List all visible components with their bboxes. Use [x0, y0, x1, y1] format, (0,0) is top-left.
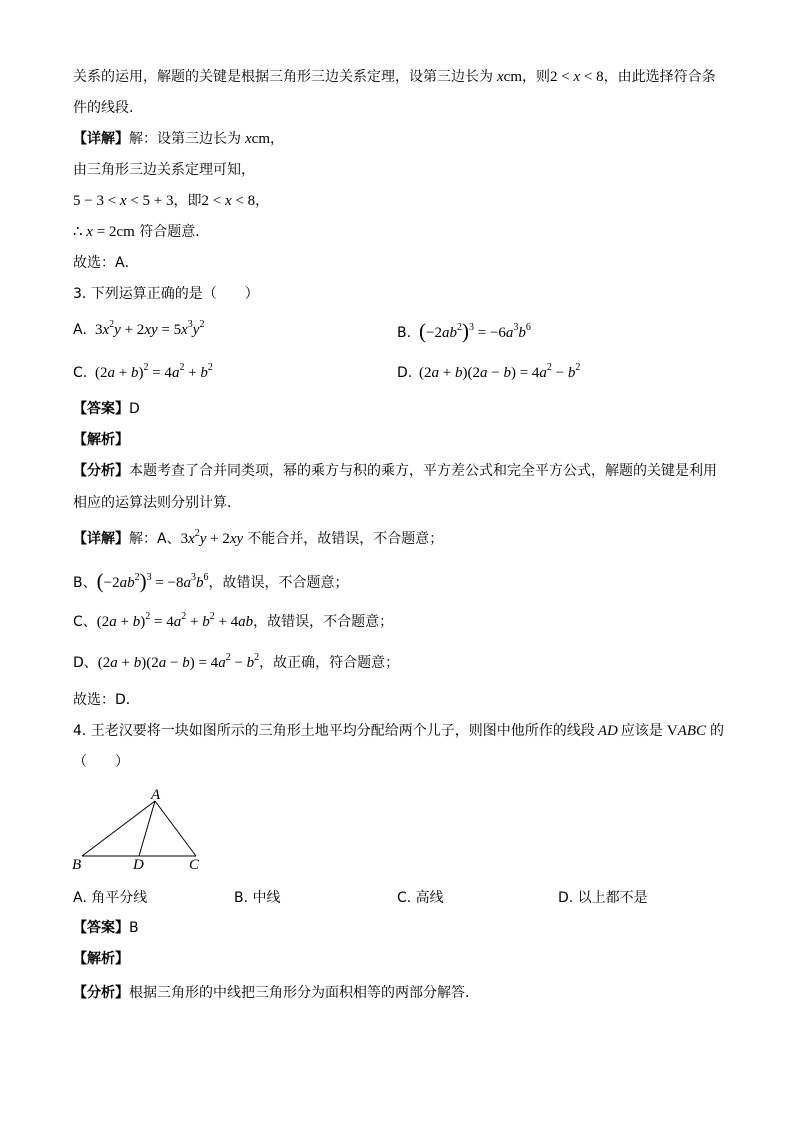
- vertex-label-a: A: [151, 787, 161, 803]
- math-variable: b: [133, 655, 142, 671]
- point-label-d: D: [133, 857, 144, 873]
- q4-stem-line-2: [73, 752, 129, 772]
- math-expression: 5 − 3 <: [73, 193, 120, 209]
- text: 符合题意．: [134, 224, 210, 240]
- q3-detail-d: [73, 653, 399, 673]
- exponent: 2: [179, 362, 185, 373]
- math-variable: a: [110, 655, 118, 671]
- exponent: 2: [145, 611, 151, 622]
- option-text: D. 以上都不是: [558, 890, 648, 906]
- math-expression: +: [186, 614, 203, 630]
- section-label: 【详解】: [73, 131, 129, 147]
- answer-blank: （ ）: [73, 754, 129, 770]
- math-expression: + 2: [120, 322, 145, 338]
- math-variable: a: [539, 365, 547, 381]
- math-variable: x: [119, 193, 127, 209]
- q3-analysis-line-2: [73, 493, 241, 513]
- text: 解：设第三边长为: [129, 131, 241, 147]
- exponent: 2: [254, 652, 260, 663]
- math-expression: )(2: [462, 365, 480, 381]
- q2-detail-line-2: [73, 160, 255, 180]
- left-paren: (: [96, 569, 104, 593]
- q3-stem: [73, 284, 259, 304]
- q3-option-c: [73, 363, 213, 383]
- exponent: 2: [143, 362, 149, 373]
- math-variable: b: [567, 365, 576, 381]
- q4-stem-line-1: [73, 721, 724, 741]
- math-expression: −: [166, 655, 183, 671]
- right-paren: ): [461, 319, 469, 343]
- therefore-symbol: ∴: [73, 224, 87, 240]
- math-expression: = −8: [151, 575, 184, 591]
- vertex-label-b: B: [72, 857, 82, 873]
- math-expression: < 8: [231, 193, 256, 209]
- math-expression: +: [439, 365, 455, 381]
- math-variable: b: [182, 655, 190, 671]
- text: 不能合并，故错误，不合题意；: [247, 531, 444, 547]
- text: ，即: [173, 193, 202, 209]
- math-variable: x: [245, 131, 252, 147]
- option-label: D.: [397, 365, 413, 381]
- q2-conclusion: [73, 253, 139, 273]
- section-label: 【解析】: [73, 432, 129, 448]
- q4-option-c: [397, 888, 444, 908]
- math-variable: x: [181, 322, 188, 338]
- math-expression: (2: [97, 655, 111, 671]
- q3-detail-b: [73, 569, 349, 593]
- text: 件的线段．: [73, 100, 143, 116]
- option-label: B.: [397, 325, 412, 341]
- exponent: 6: [525, 322, 531, 333]
- exponent: 6: [203, 572, 209, 583]
- math-expression: (2: [419, 365, 432, 381]
- q3-detail-c: [73, 612, 393, 632]
- math-variable: a: [158, 655, 167, 671]
- math-variable: b: [200, 365, 208, 381]
- exponent: 2: [575, 362, 581, 373]
- math-variable: y: [199, 531, 207, 547]
- q3-option-b: [397, 319, 531, 343]
- segment-ad: [139, 801, 155, 856]
- math-variable: xy: [229, 531, 244, 547]
- math-variable: a: [505, 325, 514, 341]
- math-expression: −: [487, 365, 504, 381]
- math-variable: a: [173, 614, 182, 630]
- option-label: A.: [73, 322, 87, 338]
- exponent: 2: [109, 319, 115, 330]
- exponent: 2: [456, 322, 462, 333]
- math-variable: a: [431, 365, 439, 381]
- answer-value: B: [129, 920, 139, 936]
- math-expression: = 4: [515, 365, 540, 381]
- q4-answer: [73, 918, 139, 938]
- section-label: 【解析】: [73, 951, 129, 967]
- q3-detail-a: [73, 529, 443, 549]
- text: ，则: [522, 69, 550, 85]
- exponent: 3: [146, 572, 152, 583]
- math-expression: ): [510, 365, 516, 381]
- math-variable: a: [109, 614, 117, 630]
- q2-detail-line-4: [73, 222, 209, 242]
- text: 故选：A．: [73, 255, 139, 271]
- option-text: A. 角平分线: [73, 890, 148, 906]
- math-expression: + 2: [206, 531, 230, 547]
- text: ，故错误，不合题意；: [208, 575, 349, 591]
- text: ，故错误，不合题意；: [253, 614, 394, 630]
- q4-explain-heading: [73, 949, 129, 969]
- math-variable: a: [171, 365, 180, 381]
- math-variable: b: [454, 365, 463, 381]
- math-expression: 2 <: [201, 193, 225, 209]
- text: ，: [270, 131, 284, 147]
- text: 解：A、: [129, 531, 181, 547]
- left-paren: (: [419, 319, 426, 343]
- exponent: 2: [207, 362, 213, 373]
- math-expression: + 4: [214, 614, 239, 630]
- math-expression: (2: [95, 365, 108, 381]
- exponent: 2: [134, 572, 140, 583]
- text: 3. 下列运算正确的是（ ）: [73, 286, 259, 302]
- q4-analysis: [73, 983, 479, 1003]
- text: D、: [73, 655, 98, 671]
- text: B、: [73, 575, 97, 591]
- option-text: B. 中线: [234, 890, 281, 906]
- exponent: 3: [191, 572, 196, 583]
- q4-option-b: [234, 888, 281, 908]
- math-variable: b: [246, 655, 255, 671]
- side-ac: [155, 801, 196, 856]
- math-variable: xy: [144, 322, 158, 338]
- math-expression: = 4: [150, 614, 174, 630]
- text: 应该是: [620, 723, 663, 739]
- q4-option-a: [73, 888, 147, 908]
- triangle-figure: [60, 780, 220, 880]
- math-expression: 2 <: [550, 69, 574, 85]
- exponent: 3: [468, 322, 474, 333]
- side-ab: [82, 801, 155, 856]
- math-expression: +: [117, 655, 134, 671]
- math-variable: x: [497, 69, 504, 85]
- text: 关系的运用，解题的关键是根据三角形三边关系定理，设第三边长为: [73, 69, 493, 85]
- section-label: 【详解】: [73, 531, 129, 547]
- math-expression: +: [184, 365, 201, 381]
- math-variable: b: [130, 365, 139, 381]
- math-expression: ): [189, 655, 195, 671]
- math-expression: −: [230, 655, 247, 671]
- text: 本题考查了合并同类项，幂的乘方与积的乘方，平方差公式和完全平方公式，解题的关键是利用: [129, 463, 717, 479]
- math-expression: = 4: [148, 365, 172, 381]
- math-number: 3: [180, 531, 189, 547]
- q2-detail-line-1: [73, 129, 284, 149]
- math-variable: x: [224, 193, 232, 209]
- math-variable: b: [132, 614, 141, 630]
- section-label: 【答案】: [73, 401, 129, 417]
- exponent: 2: [194, 528, 200, 539]
- math-variable: y: [192, 322, 200, 338]
- text: ，由此选择符合条: [603, 69, 716, 85]
- exponent: 3: [187, 319, 193, 330]
- math-variable: x: [86, 224, 93, 240]
- text: 根据三角形的中线把三角形分为面积相等的两部分解答．: [129, 985, 479, 1001]
- q2-detail-line-3: [73, 191, 269, 211]
- exponent: 3: [513, 322, 519, 333]
- math-variable: a: [479, 365, 488, 381]
- math-variable: b: [202, 614, 210, 630]
- text: ，: [255, 193, 270, 209]
- math-unit: cm: [251, 131, 270, 147]
- q3-answer: [73, 399, 140, 419]
- text: 故选：D．: [73, 692, 140, 708]
- math-expression: −: [551, 365, 568, 381]
- q3-option-d: [397, 363, 580, 383]
- math-expression: )(2: [141, 655, 159, 671]
- segment-label: AD: [597, 723, 618, 739]
- math-variable: ab: [441, 325, 457, 341]
- math-expression: < 5 + 3: [126, 193, 174, 209]
- math-expression: = 5: [157, 322, 182, 338]
- math-expression: +: [116, 614, 133, 630]
- text: 4. 王老汉要将一块如图所示的三角形土地平均分配给两个儿子，则图中他所作的线段: [73, 723, 595, 739]
- q3-option-a: [73, 320, 204, 340]
- math-number: 3: [95, 322, 103, 338]
- math-variable: y: [114, 322, 121, 338]
- math-variable: x: [102, 322, 110, 338]
- math-expression: = 4: [194, 655, 219, 671]
- section-label: 【分析】: [73, 985, 129, 1001]
- exponent: 2: [199, 319, 205, 330]
- triangle-symbol: V: [666, 723, 678, 739]
- triangle-name: ABC: [677, 723, 706, 739]
- text: C、: [73, 614, 97, 630]
- q2-analysis-line-2: [73, 98, 143, 118]
- math-unit: cm: [503, 69, 522, 85]
- q3-analysis-line-1: [73, 461, 717, 481]
- math-expression: = −6: [473, 325, 506, 341]
- text: 由三角形三边关系定理可知，: [73, 162, 255, 178]
- section-label: 【答案】: [73, 920, 129, 936]
- math-expression: +: [115, 365, 131, 381]
- math-expression: = 2cm: [92, 224, 135, 240]
- math-variable: b: [518, 325, 526, 341]
- text: 相应的运算法则分别计算．: [73, 495, 241, 511]
- exponent: 2: [209, 611, 215, 622]
- exponent: 2: [225, 652, 231, 663]
- text: 的: [710, 723, 724, 739]
- math-variable: ab: [119, 575, 135, 591]
- exponent: 2: [546, 362, 552, 373]
- math-variable: b: [503, 365, 511, 381]
- option-label: C.: [73, 365, 88, 381]
- math-number: −2: [426, 325, 442, 341]
- option-text: C. 高线: [397, 890, 444, 906]
- q3-explain-heading: [73, 430, 129, 450]
- math-variable: a: [183, 575, 191, 591]
- q2-analysis-line-1: [73, 67, 716, 87]
- math-variable: ab: [238, 614, 254, 630]
- math-variable: a: [218, 655, 226, 671]
- answer-value: D: [129, 401, 140, 417]
- math-expression: ): [138, 365, 144, 381]
- section-label: 【分析】: [73, 463, 129, 479]
- vertex-label-c: C: [189, 857, 200, 873]
- math-number: −2: [103, 575, 120, 591]
- math-variable: x: [573, 69, 581, 85]
- math-variable: b: [196, 575, 204, 591]
- exponent: 2: [181, 611, 187, 622]
- text: ，故正确，符合题意；: [259, 655, 400, 671]
- math-expression: < 8: [580, 69, 604, 85]
- q3-conclusion: [73, 690, 140, 710]
- math-expression: (2: [96, 614, 110, 630]
- math-expression: ): [140, 614, 146, 630]
- q4-option-d: [558, 888, 648, 908]
- math-variable: x: [188, 531, 195, 547]
- math-variable: a: [107, 365, 115, 381]
- right-paren: ): [139, 569, 147, 593]
